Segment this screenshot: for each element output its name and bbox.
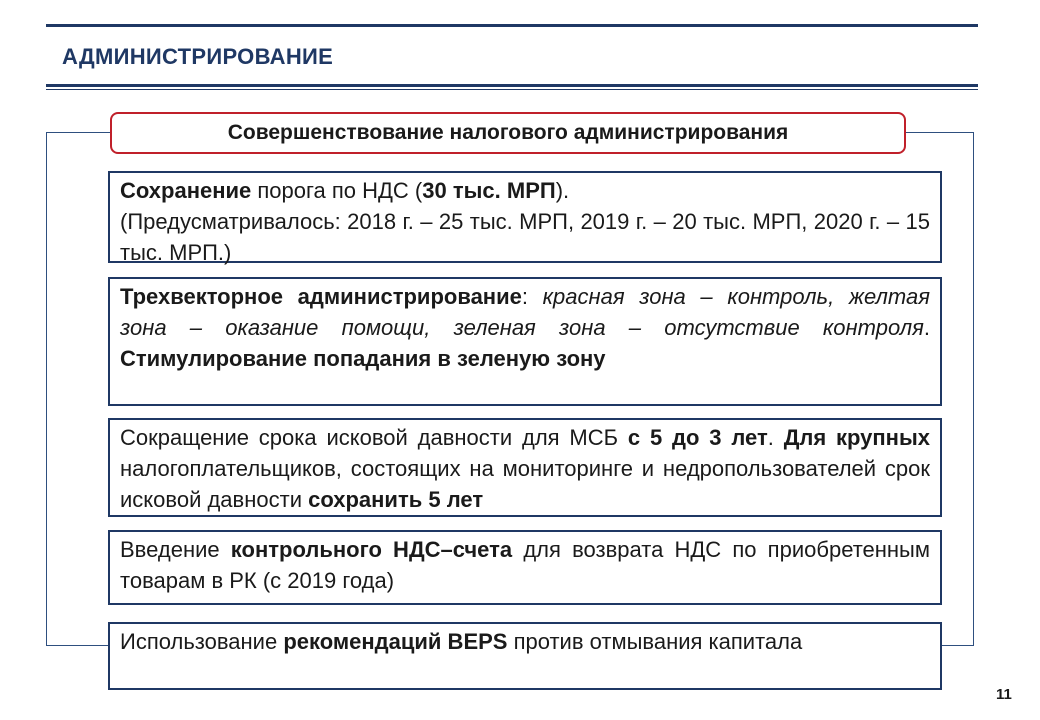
item-three-vector-text <box>120 281 930 374</box>
section-header <box>110 112 906 154</box>
text-bold: Стимулирование попадания в зеленую зону <box>120 346 606 371</box>
item-beps-text <box>120 626 930 657</box>
text-bold: Для крупных <box>783 425 930 450</box>
item-limitation-period <box>108 418 942 517</box>
text: порога по НДС ( <box>251 178 423 203</box>
text: Использование <box>120 629 284 654</box>
text: Сокращение срока исковой давности для МСБ <box>120 425 628 450</box>
item-vat-threshold-line2 <box>120 206 930 268</box>
item-vat-control-account <box>108 530 942 605</box>
text: Введение <box>120 537 231 562</box>
item-vat-threshold <box>108 171 942 263</box>
text-bold: рекомендаций BEPS <box>283 629 508 654</box>
slide-title: АДМИНИСТРИРОВАНИЕ <box>62 44 334 69</box>
item-vat-threshold-line1 <box>120 175 930 206</box>
text-bold: Трехвекторное администрирование <box>120 284 522 309</box>
section-header-text: Совершенствование налогового администрирования <box>227 121 789 144</box>
title-underline-thick <box>46 84 978 87</box>
text: налогоплательщиков, состоящих на мониторинге и недропользователей срок исковой давности <box>120 456 930 512</box>
item-limitation-period-text <box>120 422 930 515</box>
text-bold: Сохранение <box>120 178 252 203</box>
text: против отмывания капитала <box>507 629 803 654</box>
text: (Предусматривалось: 2018 г. – 25 тыс. МРП, 2019 г. – 20 тыс. МРП, 2020 г. – 15 тыс. МРП.) <box>120 209 930 265</box>
title-underline-thin <box>46 89 978 90</box>
text-bold: сохранить 5 лет <box>308 487 484 512</box>
text-bold: с 5 до 3 лет <box>627 425 768 450</box>
text: . <box>923 315 930 340</box>
top-rule <box>46 24 978 27</box>
item-vat-control-account-text <box>120 534 930 596</box>
text: ). <box>555 178 570 203</box>
text: . <box>767 425 784 450</box>
text: : <box>521 284 543 309</box>
item-three-vector-administration <box>108 277 942 406</box>
page-number: 11 <box>996 686 1012 703</box>
text-bold: контрольного НДС–счета <box>230 537 513 562</box>
text-bold: 30 тыс. МРП <box>422 178 556 203</box>
text-italic: красная зона – контроль, желтая зона – оказание помощи, зеленая зона – отсутствие контроля <box>120 284 930 340</box>
text: для возврата НДС по приобретенным товарам в РК (с 2019 года) <box>120 537 930 593</box>
item-beps <box>108 622 942 690</box>
